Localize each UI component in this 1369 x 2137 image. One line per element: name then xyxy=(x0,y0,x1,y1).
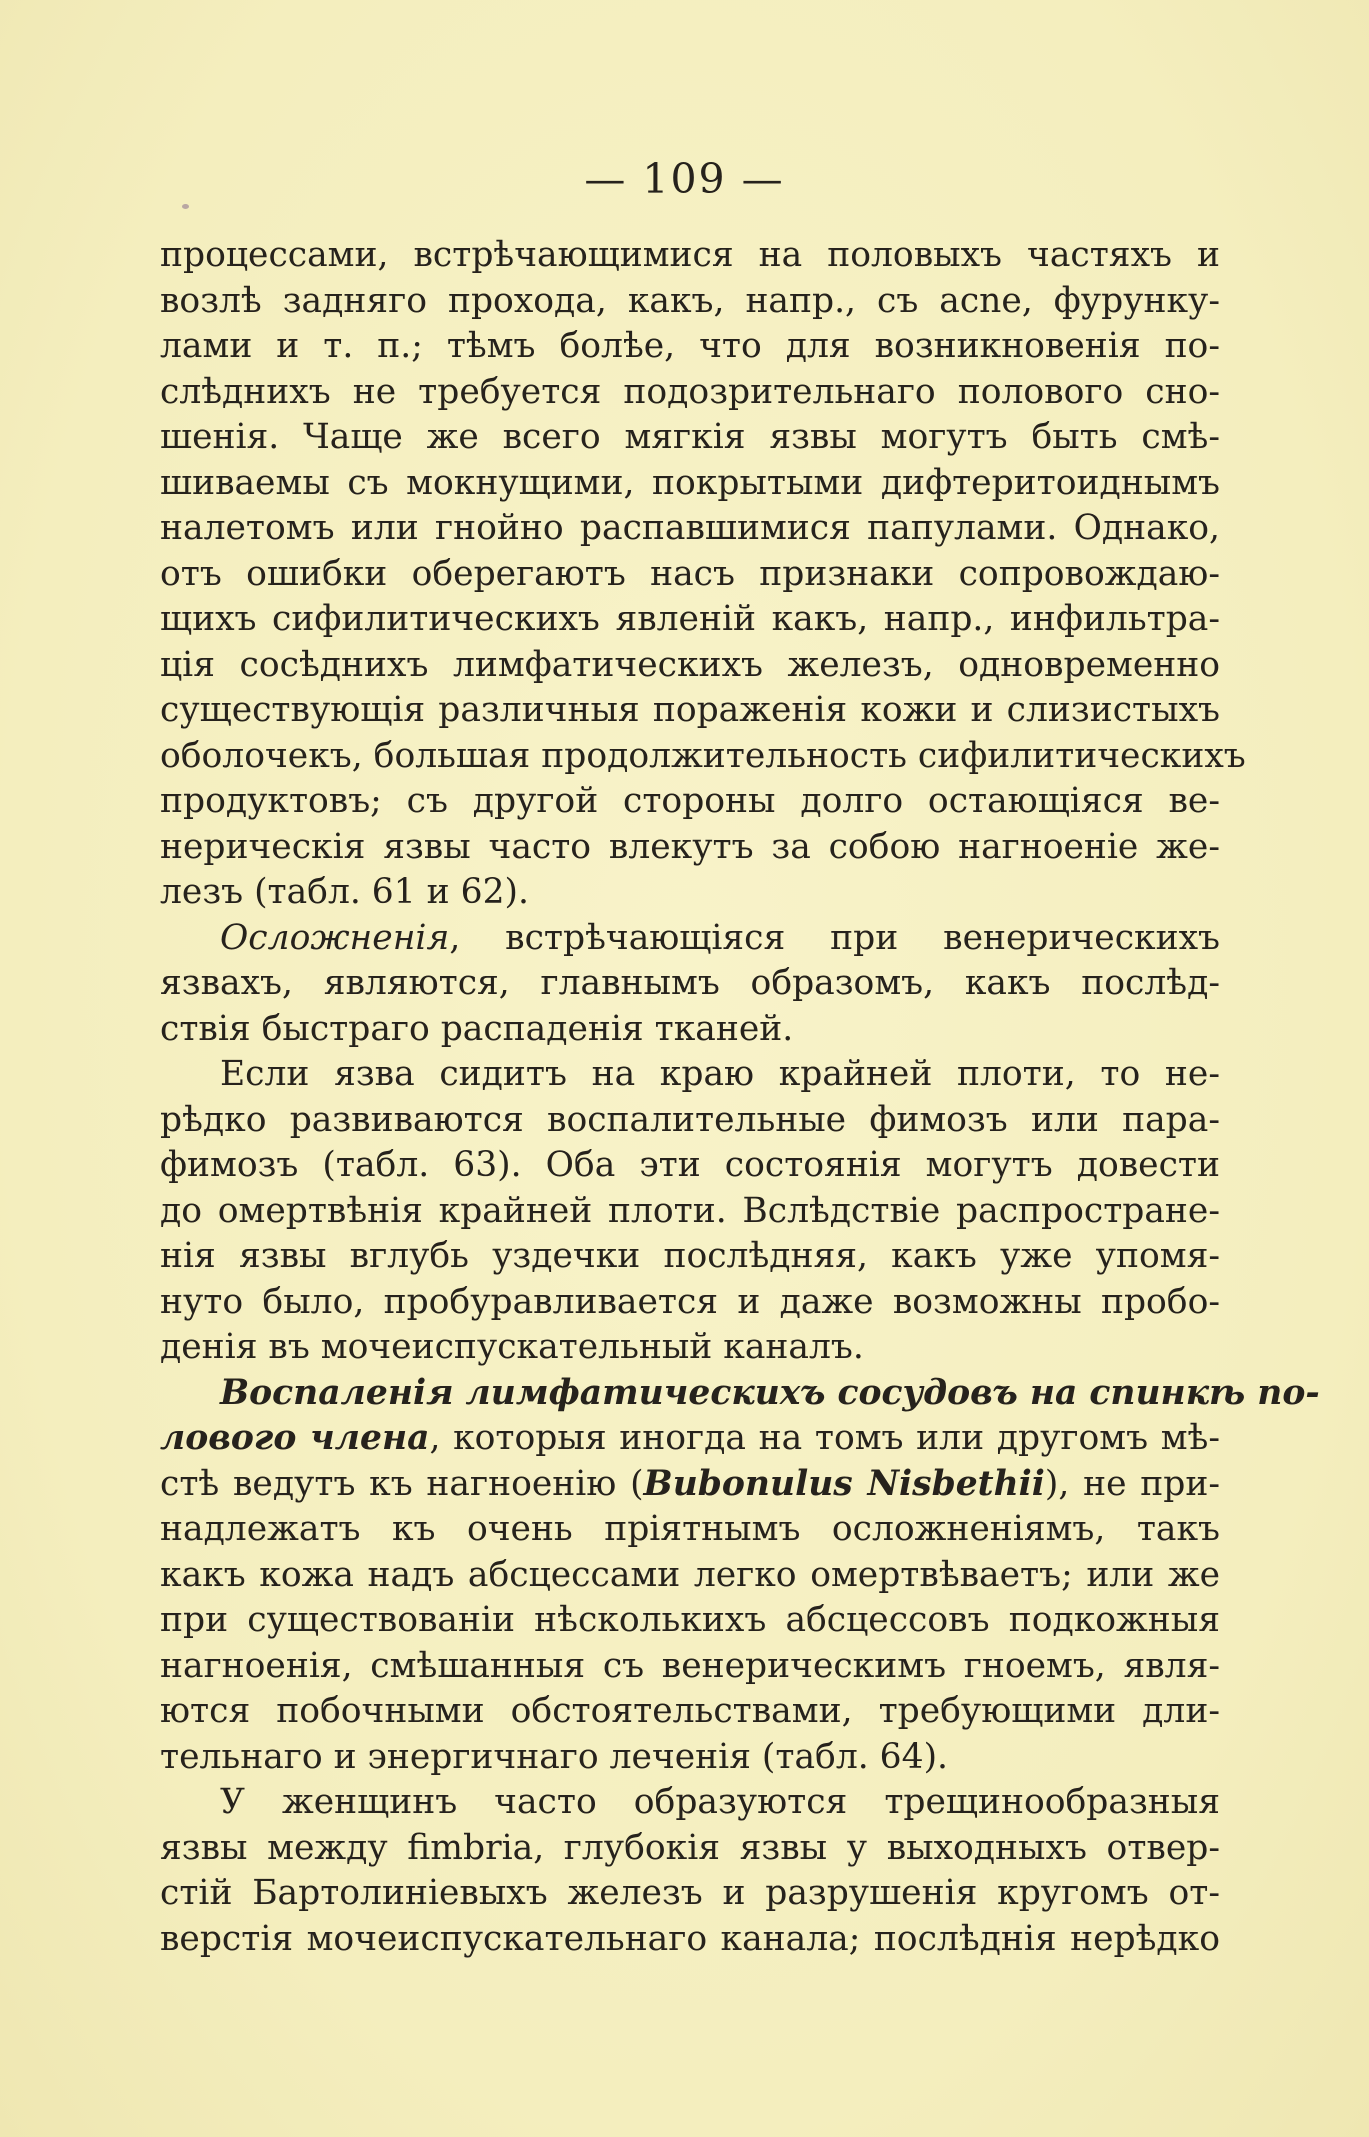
text-line: существующія различныя пораженія кожи и слизистыхъ xyxy=(160,690,1220,730)
paragraph-start-line: Если язва сидитъ на краю крайней плоти, то не- xyxy=(220,1054,1220,1094)
text-line: язвахъ, являются, главнымъ образомъ, какъ послѣд- xyxy=(160,963,1220,1003)
text-line: тельнаго и энергичнаго леченія (табл. 64). xyxy=(160,1736,948,1777)
text-line: какъ кожа надъ абсцессами легко омертвѣваетъ; или же xyxy=(160,1554,1220,1595)
text-line: процессами, встрѣчающимися на половыхъ частяхъ и xyxy=(160,235,1220,275)
text-line: рѣдко развиваются воспалительные фимозъ или пара- xyxy=(160,1099,1220,1140)
text-line: слѣднихъ не требуется подозрительнаго полового сно- xyxy=(160,371,1220,412)
paragraph-start-line xyxy=(160,1371,1320,1417)
text-line: ются побочными обстоятельствами, требующими дли- xyxy=(160,1691,1220,1731)
text-line: нія язвы вглубь уздечки послѣдняя, какъ уже упомя- xyxy=(160,1236,1220,1276)
latin-term: Bubonulus Nisbethii xyxy=(643,1463,1045,1504)
body-text xyxy=(160,233,1320,1962)
text-line: ствія быстраго распаденія тканей. xyxy=(160,1008,794,1049)
text-line: денія въ мочеиспускательный каналъ. xyxy=(160,1327,864,1367)
paragraph-start-line: Осложненія, встрѣчающіяся при венерическихъ xyxy=(220,917,1220,958)
page-number: — 109 — xyxy=(584,155,785,203)
italic-term: Воспаленія лимфатическихъ сосудовъ на спинкѣ по- xyxy=(220,1372,1320,1413)
text-line: продуктовъ; съ другой стороны долго остающіяся ве- xyxy=(160,781,1220,821)
text-line: лами и т. п.; тѣмъ болѣе, что для возникновенія по- xyxy=(160,326,1220,366)
text-line: возлѣ задняго прохода, какъ, напр., съ acne, фурунку- xyxy=(160,280,1220,321)
text-line: лового члена, которыя иногда на томъ или другомъ мѣ- xyxy=(160,1418,1220,1458)
text-line: стѣ ведутъ къ нагноенію (Bubonulus Nisbethii), не при- xyxy=(160,1463,1220,1504)
text-line: шенія. Чаще же всего мягкія язвы могутъ быть смѣ- xyxy=(160,417,1220,457)
text-line: верстія мочеиспускательнаго канала; послѣднія нерѣдко xyxy=(160,1918,1220,1959)
italic-term: Осложненія xyxy=(220,917,450,958)
text-line: до омертвѣнія крайней плоти. Вслѣдствіе распростране- xyxy=(160,1190,1220,1231)
text-line: отъ ошибки оберегаютъ насъ признаки сопровождаю- xyxy=(160,553,1220,594)
text-line: лезъ (табл. 61 и 62). xyxy=(160,872,529,912)
text-line: нагноенія, смѣшанныя съ венерическимъ гноемъ, явля- xyxy=(160,1645,1220,1686)
text-line: шиваемы съ мокнущими, покрытыми дифтеритоиднымъ xyxy=(160,462,1220,503)
italic-term: лового члена xyxy=(160,1418,430,1458)
text-line: оболочекъ, большая продолжительность сифилитическихъ xyxy=(160,735,1246,776)
text-line: ція сосѣднихъ лимфатическихъ железъ, одновременно xyxy=(160,644,1220,685)
text-line: надлежатъ къ очень пріятнымъ осложненіямъ, такъ xyxy=(160,1509,1220,1549)
text-line: нуто было, пробуравливается и даже возможны пробо- xyxy=(160,1281,1220,1322)
paragraph-start-line: У женщинъ часто образуются трещинообразныя xyxy=(220,1782,1220,1822)
text-line: фимозъ (табл. 63). Оба эти состоянія могутъ довести xyxy=(160,1145,1220,1185)
text-line: щихъ сифилитическихъ явленій какъ, напр., инфильтра- xyxy=(160,599,1220,639)
text-line: стій Бартолиніевыхъ железъ и разрушенія кругомъ от- xyxy=(160,1873,1220,1913)
text-line: налетомъ или гнойно распавшимися папулами. Однако, xyxy=(160,508,1220,548)
ink-spot xyxy=(182,204,189,209)
text-line: нерическія язвы часто влекутъ за собою нагноеніе же- xyxy=(160,826,1220,867)
text-line: при существованіи нѣсколькихъ абсцессовъ подкожныя xyxy=(160,1600,1220,1640)
text-line: язвы между fimbria, глубокія язвы у выходныхъ отвер- xyxy=(160,1827,1220,1868)
